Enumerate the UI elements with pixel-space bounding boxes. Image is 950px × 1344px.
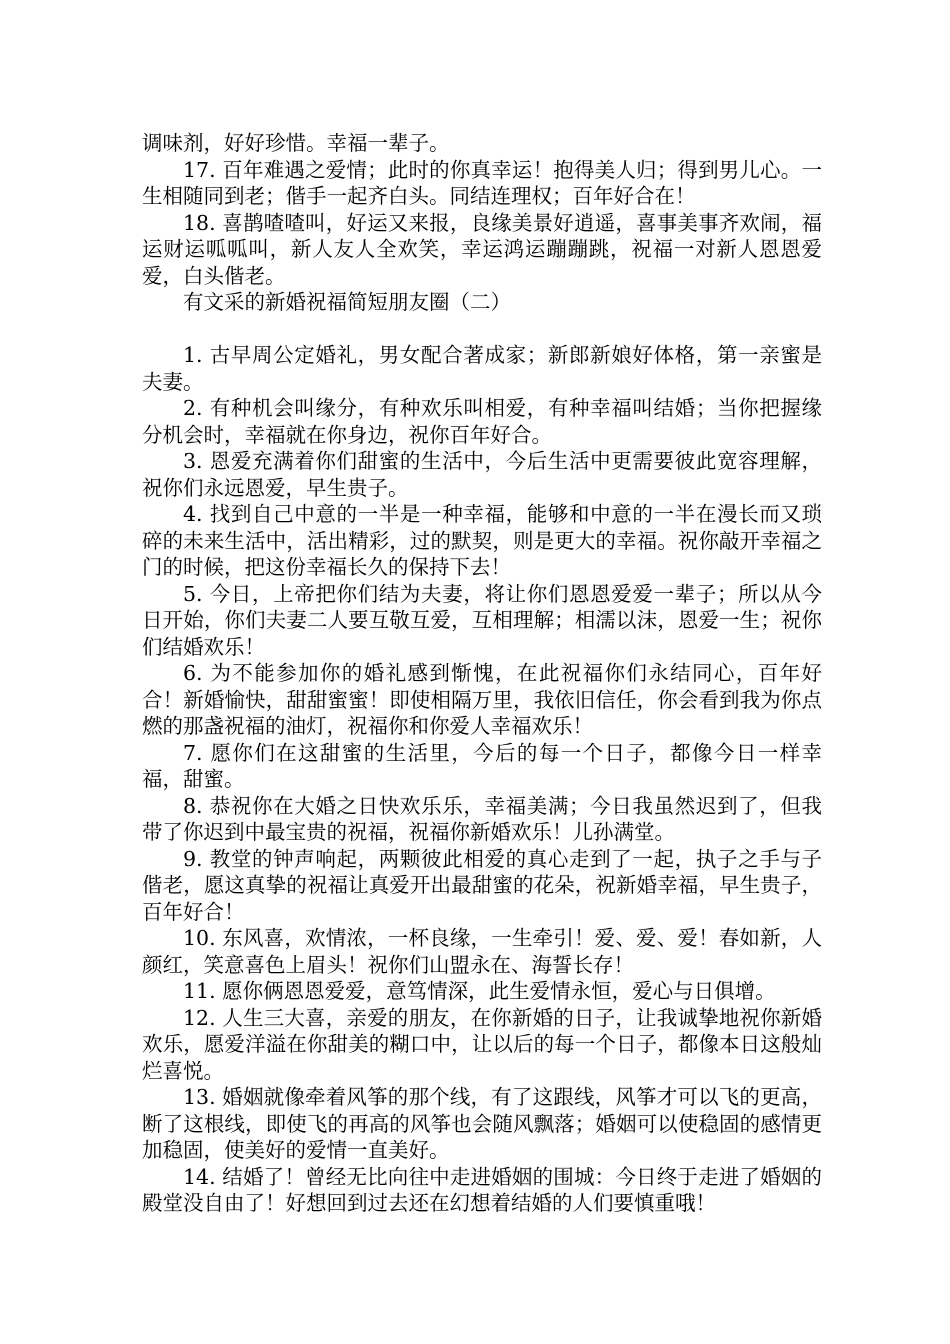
paragraph-continued: 调味剂，好好珍惜。幸福一辈子。 [142,131,450,155]
paragraph-18: 18. 喜鹊喳喳叫，好运又来报，良缘美景好逍遥，喜事美事齐欢闹，福运财运呱呱叫，新人友人全欢笑，幸运鸿运蹦蹦跳，祝福一对新人恩恩爱爱，白头偕老。 [142,210,822,288]
paragraph-17: 17. 百年难遇之爱情；此时的你真幸运！抱得美人归；得到男儿心。一生相随同到老；偕手一起齐白头。同结连理权；百年好合在！ [142,157,822,208]
paragraph-6: 6. 为不能参加你的婚礼感到惭愧，在此祝福你们永结同心，百年好合！新婚愉快，甜甜蜜蜜！即使相隔万里，我依旧信任，你会看到我为你点燃的那盏祝福的油灯，祝福你和你爱人幸福欢乐！ [142,661,822,738]
paragraph-13: 13. 婚姻就像牵着风筝的那个线，有了这跟线，风筝才可以飞的更高，断了这根线，即使飞的再高的风筝也会随风飘落；婚姻可以使稳固的感情更加稳固，使美好的爱情一直美好。 [142,1085,822,1162]
paragraph-3: 3. 恩爱充满着你们甜蜜的生活中，今后生活中更需要彼此宽容理解，祝你们永远恩爱，早生贵子。 [142,449,822,500]
paragraph-7: 7. 愿你们在这甜蜜的生活里，今后的每一个日子，都像今日一样幸福，甜蜜。 [142,740,822,791]
paragraph-11: 11. 愿你俩恩恩爱爱，意笃情深，此生爱情永恒，爱心与日俱增。 [183,979,776,1003]
paragraph-5: 5. 今日，上帝把你们结为夫妻，将让你们恩恩爱爱一辈子；所以从今日开始，你们夫妻二人要互敬互爱，互相理解；相濡以沫，恩爱一生；祝你们结婚欢乐！ [142,581,822,659]
paragraph-4: 4. 找到自己中意的一半是一种幸福，能够和中意的一半在漫长而又琐碎的未来生活中，活出精彩，过的默契，则是更大的幸福。祝你敲开幸福之门的时候，把这份幸福长久的保持下去！ [142,502,822,579]
paragraph-14: 14. 结婚了！曾经无比向往中走进婚姻的围城：今日终于走进了婚姻的殿堂没自由了！好想回到过去还在幻想着结婚的人们要慎重哦！ [142,1164,822,1215]
paragraph-12: 12. 人生三大喜，亲爱的朋友，在你新婚的日子，让我诚挚地祝你新婚欢乐，愿爱洋溢在你甜美的糊口中，让以后的每一个日子，都像本日这般灿烂喜悦。 [142,1005,822,1083]
paragraph-9: 9. 教堂的钟声响起，两颗彼此相爱的真心走到了一起，执子之手与子偕老，愿这真挚的祝福让真爱开出最甜蜜的花朵，祝新婚幸福，早生贵子，百年好合！ [142,846,822,924]
paragraph-1: 1. 古早周公定婚礼，男女配合著成家；新郎新娘好体格，第一亲蜜是夫妻。 [142,343,822,394]
section-heading: 有文采的新婚祝福简短朋友圈（二） [183,290,511,314]
document-body [142,130,822,1217]
paragraph-2: 2. 有种机会叫缘分，有种欢乐叫相爱，有种幸福叫结婚；当你把握缘分机会时，幸福就在你身边，祝你百年好合。 [142,396,822,447]
paragraph-10: 10. 东风喜，欢情浓，一杯良缘，一生牵引！爱、爱、爱！春如新，人颜红，笑意喜色上眉头！祝你们山盟永在、海誓长存！ [142,926,822,977]
paragraph-8: 8. 恭祝你在大婚之日快欢乐乐，幸福美满；今日我虽然迟到了，但我带了你迟到中最宝贵的祝福，祝福你新婚欢乐！儿孙满堂。 [142,793,822,844]
